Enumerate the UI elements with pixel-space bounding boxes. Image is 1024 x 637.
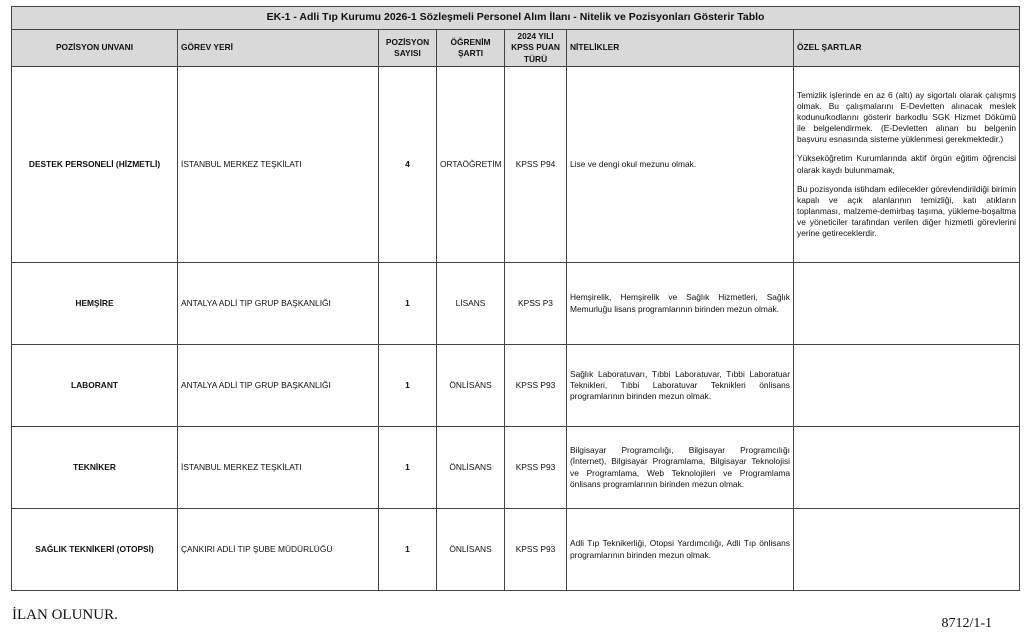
cell-gorev-yeri: ANTALYA ADLİ TIP GRUP BAŞKANLIĞI — [178, 345, 379, 427]
cell-ozel-sartlar — [794, 263, 1020, 345]
cell-ogrenim: LİSANS — [437, 263, 505, 345]
header-kpss-puan-turu: 2024 YILI KPSS PUAN TÜRÜ — [505, 30, 567, 67]
header-gorev-yeri: GÖREV YERİ — [178, 30, 379, 67]
cell-kpss: KPSS P3 — [505, 263, 567, 345]
cell-nitelik: Hemşirelik, Hemşirelik ve Sağlık Hizmetleri, Sağlık Memurluğu lisans programlarının birinden mezun olmak. — [567, 263, 794, 345]
cell-pozisyon: DESTEK PERSONELİ (HİZMETLİ) — [12, 67, 178, 263]
cell-nitelik: Lise ve dengi okul mezunu olmak. — [567, 67, 794, 263]
cell-kpss: KPSS P93 — [505, 509, 567, 591]
cell-gorev-yeri: İSTANBUL MERKEZ TEŞKİLATI — [178, 427, 379, 509]
document-number: 8712/1-1 — [941, 616, 992, 631]
cell-sayi: 1 — [379, 345, 437, 427]
cell-sayi: 1 — [379, 263, 437, 345]
ozel-sart-paragraph: Bu pozisyonda istihdam edilecekler görevlendirildiği birimin kapalı ve açık alanlarının temizliği, katı atıkların toplanması, malzeme-demirbaş taşıma, yükleme-boşaltma ve yöneticiler tarafından verilen diğer hizmetli görevlerini yerine getireceklerdir. — [797, 183, 1017, 238]
cell-kpss: KPSS P94 — [505, 67, 567, 263]
cell-ogrenim: ÖNLİSANS — [437, 345, 505, 427]
cell-ozel-sartlar — [794, 427, 1020, 509]
cell-sayi: 1 — [379, 427, 437, 509]
table-row — [12, 509, 1020, 591]
announcement-closing: İLAN OLUNUR. — [12, 607, 118, 623]
ozel-sart-paragraph: Yükseköğretim Kurumlarında aktif örgün eğitim öğrencisi olarak kaydı bulunmamak, — [797, 153, 1017, 175]
ozel-sart-paragraph: Temizlik işlerinde en az 6 (altı) ay sigortalı olarak çalışmış olmak. Bu çalışmalarını E-Devletten alınacak meslek kodunu/kodlarını gösterir barkodlu SGK Hizmet Dökümü ile belgelendirmek. (E-Devletten alınan bu belgenin başvuru esnasında sisteme yüklenmesi gerekmektedir.) — [797, 89, 1017, 145]
header-pozisyon-sayisi: POZİSYON SAYISI — [379, 30, 437, 67]
cell-ozel-sartlar — [794, 509, 1020, 591]
header-ogrenim-sarti: ÖĞRENİM ŞARTI — [437, 30, 505, 67]
header-ozel-sartlar: ÖZEL ŞARTLAR — [794, 30, 1020, 67]
cell-nitelik: Bilgisayar Programcılığı, Bilgisayar Programcılığı (İnternet), Bilgisayar Programlama, Bilgisayar Teknolojisi ve Programlama, Web Teknolojileri ve Programlama önlisans programlarının birinden mezun olmak. — [567, 427, 794, 509]
table-header-row — [12, 30, 1020, 67]
table-row — [12, 67, 1020, 263]
cell-kpss: KPSS P93 — [505, 427, 567, 509]
cell-pozisyon: HEMŞİRE — [12, 263, 178, 345]
table-row — [12, 345, 1020, 427]
cell-gorev-yeri: ANTALYA ADLİ TIP GRUP BAŞKANLIĞI — [178, 263, 379, 345]
cell-ogrenim: ÖNLİSANS — [437, 509, 505, 591]
cell-ogrenim: ORTAÖĞRETİM — [437, 67, 505, 263]
cell-kpss: KPSS P93 — [505, 345, 567, 427]
cell-ozel-sartlar — [794, 345, 1020, 427]
cell-nitelik: Sağlık Laboratuvarı, Tıbbi Laboratuvar, Tıbbi Laboratuar Teknikleri, Tıbbi Laboratuvar Teknikleri önlisans programlarının birinden mezun olmak. — [567, 345, 794, 427]
cell-ogrenim: ÖNLİSANS — [437, 427, 505, 509]
cell-sayi: 4 — [379, 67, 437, 263]
cell-pozisyon: LABORANT — [12, 345, 178, 427]
table-row — [12, 263, 1020, 345]
cell-ozel-sartlar — [794, 67, 1020, 263]
header-pozisyon-unvani: POZİSYON UNVANI — [12, 30, 178, 67]
table-row — [12, 427, 1020, 509]
cell-pozisyon: TEKNİKER — [12, 427, 178, 509]
cell-gorev-yeri: ÇANKIRI ADLİ TIP ŞUBE MÜDÜRLÜĞÜ — [178, 509, 379, 591]
cell-nitelik: Adli Tıp Teknikerliği, Otopsi Yardımcılığı, Adli Tıp önlisans programlarının birinden mezun olmak. — [567, 509, 794, 591]
header-nitelikler: NİTELİKLER — [567, 30, 794, 67]
positions-table — [11, 6, 1020, 591]
table-title: EK-1 - Adli Tıp Kurumu 2026-1 Sözleşmeli Personel Alım İlanı - Nitelik ve Pozisyonları Gösterir Tablo — [12, 7, 1020, 30]
cell-pozisyon: SAĞLIK TEKNİKERİ (OTOPSİ) — [12, 509, 178, 591]
cell-sayi: 1 — [379, 509, 437, 591]
cell-gorev-yeri: İSTANBUL MERKEZ TEŞKİLATI — [178, 67, 379, 263]
